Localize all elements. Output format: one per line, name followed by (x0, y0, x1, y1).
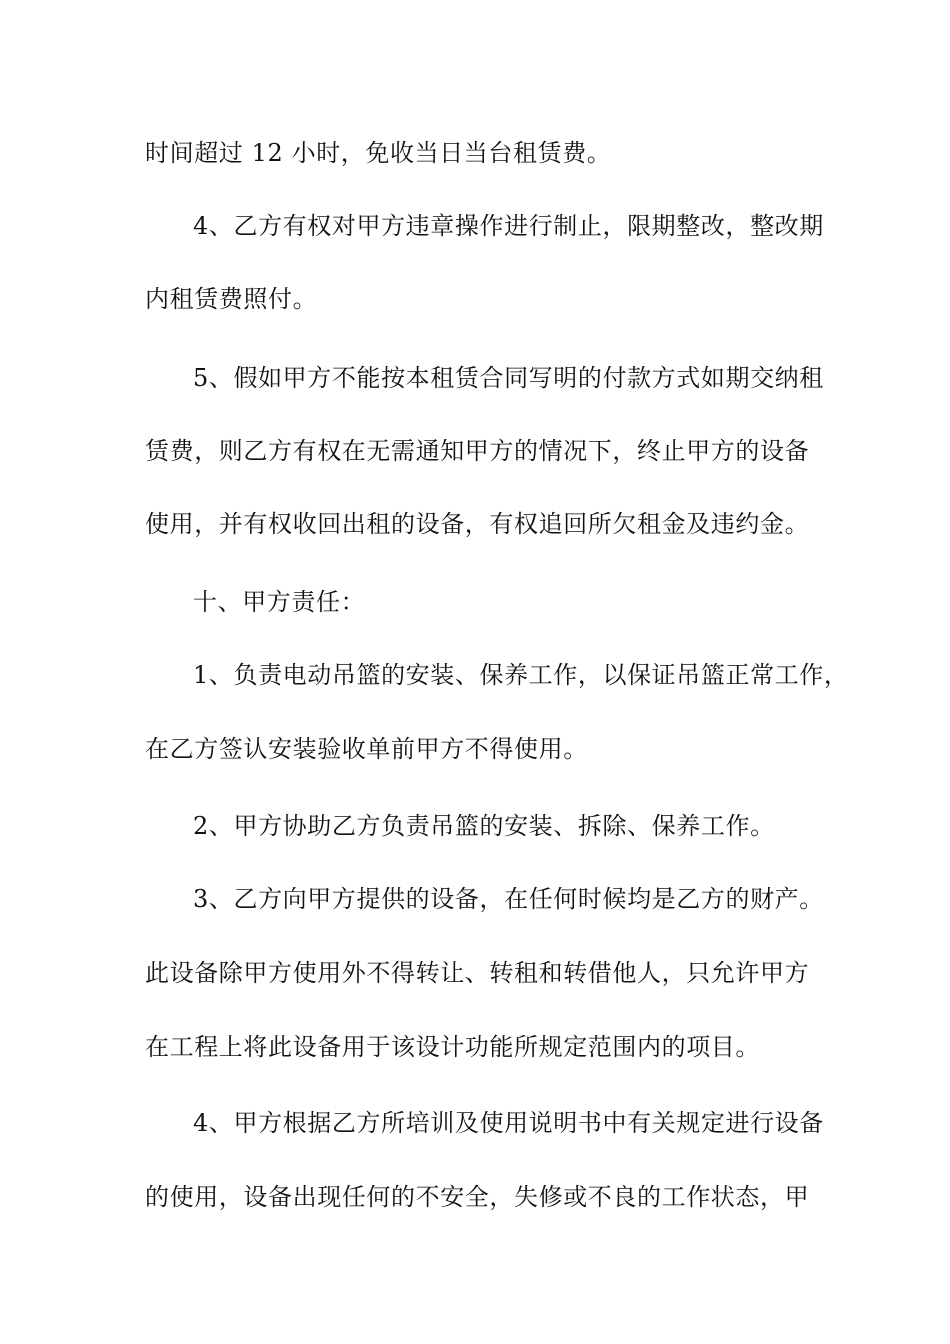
text-line: 使用，并有权收回出租的设备，有权追回所欠租金及违约金。 (145, 510, 810, 538)
text-line: 的使用，设备出现任何的不安全，失修或不良的工作状态，甲 (145, 1183, 810, 1211)
text-line: 3、乙方向甲方提供的设备，在任何时候均是乙方的财产。 (193, 885, 824, 913)
text-line: 时间超过 12 小时，免收当日当台租赁费。 (145, 139, 612, 167)
text-line: 此设备除甲方使用外不得转让、转租和转借他人，只允许甲方 (145, 959, 810, 987)
text-line: 赁费，则乙方有权在无需通知甲方的情况下，终止甲方的设备 (145, 437, 810, 465)
text-line: 内租赁费照付。 (145, 285, 318, 313)
section-heading: 十、甲方责任： (193, 588, 366, 616)
text-line: 在乙方签认安装验收单前甲方不得使用。 (145, 735, 588, 763)
text-line: 在工程上将此设备用于该设计功能所规定范围内的项目。 (145, 1033, 760, 1061)
text-line: 5、假如甲方不能按本租赁合同写明的付款方式如期交纳租 (193, 364, 824, 392)
text-line: 1、负责电动吊篮的安装、保养工作，以保证吊篮正常工作， (193, 661, 849, 689)
text-line: 4、甲方根据乙方所培训及使用说明书中有关规定进行设备 (193, 1109, 824, 1137)
text-line: 4、乙方有权对甲方违章操作进行制止，限期整改，整改期 (193, 212, 824, 240)
text-line: 2、甲方协助乙方负责吊篮的安装、拆除、保养工作。 (193, 812, 775, 840)
